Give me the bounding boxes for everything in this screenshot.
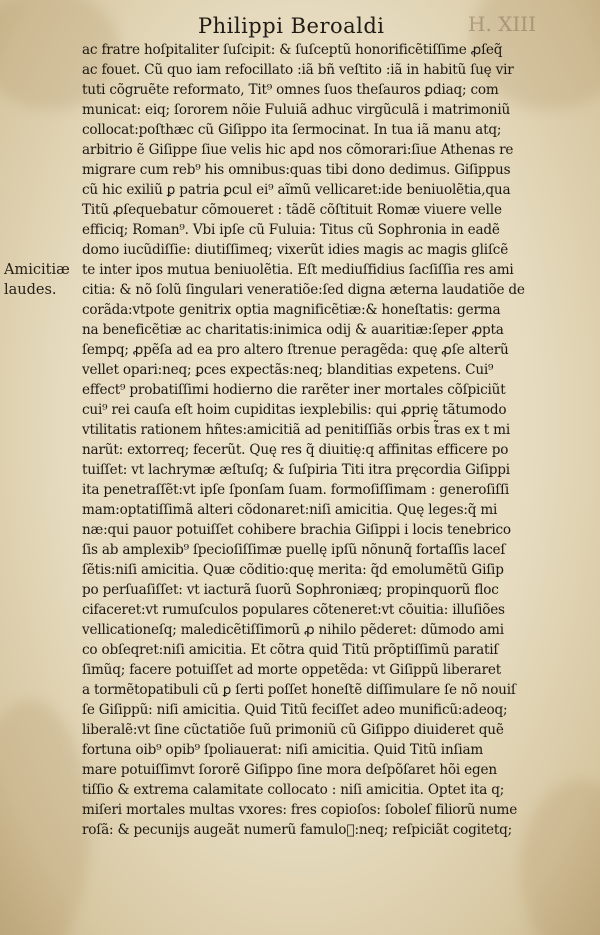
text-line: ita penetraſſẽt:vt ipſe ſponſam ſuam. formoſiſſimam : generoſiſſi <box>82 482 510 498</box>
margin-note-line: Amicitiæ <box>4 262 70 278</box>
text-line: domo iucũdiſſie: diutiſſimeq; vixerũt idies magis ac magis gliſcẽ <box>82 242 509 258</box>
text-line: a tormẽtopatibuli cũ ꝑ ſerti poſſet honeſtẽ diſſimulare ſe nõ nouiſ <box>82 682 516 698</box>
margin-note <box>4 260 76 300</box>
text-line: tuti cõgruẽte reformato, Tit⁹ omnes ſuos theſauros ꝑdiaq; com <box>82 82 499 98</box>
text-line: ac fratre hoſpitaliter ſuſcipit: & ſuſceptũ honorificẽtiſſime ꝓſeq̃ <box>82 42 503 58</box>
text-line: citia: & nõ ſolũ ſingulari veneratiõe:ſed digna æterna laudatiõe de <box>82 282 525 298</box>
body-text <box>82 40 578 840</box>
running-head: Philippi Beroaldi <box>198 14 385 38</box>
text-line: miſeri mortales multas vxores: fres copioſos: ſoboleſ filiorũ nume <box>82 802 518 818</box>
text-line: fortuna oib⁹ opib⁹ ſpoliauerat: niſi amicitia. Quid Titũ inſiam <box>82 742 484 758</box>
text-line: ſẽtis:niſi amicitia. Quæ cõditio:quę merita: q̃d emolumẽtũ Giſip <box>82 562 504 578</box>
text-line: efficiq; Roman⁹. Vbi ipſe cũ Fuluia: Titus cũ Sophronia in eadẽ <box>82 222 500 238</box>
text-line: vtilitatis rationem hñtes:amicitiã ad penitiſſiãs orbis t̃ras ex t mi <box>82 422 511 438</box>
text-line: vellet opari:neq; ꝑces expectãs:neq; blanditias expetens. Cui⁹ <box>82 362 494 378</box>
text-line: co obſeqret:niſi amicitia. Et cõtra quid Titũ prõptiſſimũ paratiſ <box>82 642 499 658</box>
text-line: te inter ipos mutua beniuolẽtia. Eſt mediuſfidius ſacſiſſia res ami <box>82 262 514 278</box>
text-line: migrare cum reb⁹ his omnibus:quas tibi dono dedimus. Giſippus <box>82 162 511 178</box>
text-line: narũt: extorreq; fecerũt. Quę res q̃ diuitię:q affinitas efficere po <box>82 442 509 458</box>
text-line: municat: eiq; ſororem nõie Fuluiã adhuc virgũculã i matrimoniũ <box>82 102 511 118</box>
text-line: na beneficẽtiæ ac charitatis:inimica odij & auaritiæ:ſeper ꝓpta <box>82 322 504 338</box>
text-line: corãda:vtpote genitrix optia magnificẽtiæ:& honeſtatis: germa <box>82 302 501 318</box>
page-header <box>0 10 600 40</box>
text-line: mare potuiſſimvt ſororẽ Giſippo ſine mora deſpõſaret hõi egen <box>82 762 497 778</box>
text-line: roſã: & pecunijs augeãt numerũ famulo᷑:neq; reſpiciãt cogitetq; <box>82 822 513 838</box>
folio-number: H. XIII <box>468 12 537 36</box>
text-line: tuiſſet: vt lachrymæ æſtuſq; & ſuſpiria Titi itra pręcordia Giſippi <box>82 462 510 478</box>
text-line: ſempq; ꝓpẽſa ad ea pro altero ſtrenue peragẽda: quę ꝓſe alterũ <box>82 342 509 358</box>
text-line: næ:qui pauor potuiſſet cohibere brachia Giſippi i locis tenebrico <box>82 522 511 538</box>
text-line: ac fouet. Cũ quo iam refocillato :iã bñ veſtito :iã in habitũ ſuę vir <box>82 62 514 78</box>
text-line: cũ hic exiliũ ꝑ patria ꝑcul ei⁹ aĩmũ vellicaret:ide beniuolẽtia,qua <box>82 182 511 198</box>
text-line: mam:optatiſſimã alteri cõdonaret:niſi amicitia. Quę leges:q̃ mi <box>82 502 498 518</box>
text-line: ſe Giſippũ: niſi amicitia. Quid Titũ feciſſet adeo munificũ:adeoq; <box>82 702 508 718</box>
margin-note-line: laudes. <box>4 282 57 298</box>
age-stain <box>0 700 90 935</box>
text-line: vellicationeſq; maledicẽtiſſimorũ ꝓ nihilo pẽderet: dũmodo ami <box>82 622 504 638</box>
text-line: cui⁹ rei cauſa eſt hoim cupiditas iexplebilis: qui ꝓprię tãtumodo <box>82 402 507 418</box>
text-line: po perſuaſiſſet: vt iacturã ſuorũ Sophroniæq; propinquorũ floc <box>82 582 499 598</box>
text-line: liberalẽ:vt ſine cũctatiõe ſuũ primoniũ cũ Giſippo diuideret quẽ <box>82 722 504 738</box>
text-line: ſis ab amplexib⁹ ſpecioſiſſimæ puellę ipſũ nõnunq̃ fortaſſis laceſ <box>82 542 506 558</box>
text-line: effect⁹ probatiſſimi hodierno die rarẽter iner mortales cõſpiciũt <box>82 382 506 398</box>
text-line: cifaceret:vt rumuſculos populares cõteneret:vt cõuitia: illuſiões <box>82 602 505 618</box>
text-line: arbitrio ẽ Giſippe ſiue velis hic apd nos cõmorari:ſiue Athenas re <box>82 142 514 158</box>
text-line: ſimũq; facere potuiſſet ad morte oppetẽda: vt Giſippũ liberaret <box>82 662 501 678</box>
text-line: tiſſio & extrema calamitate collocato : niſi amicitia. Optet ita q; <box>82 782 505 798</box>
text-line: Titũ ꝓſequebatur cõmoueret : tãdẽ cõſtituit Romæ viuere velle <box>82 202 502 218</box>
text-line: collocat:poſthæc cũ Giſippo ita ſermocinat. In tua iã manu atq; <box>82 122 502 138</box>
